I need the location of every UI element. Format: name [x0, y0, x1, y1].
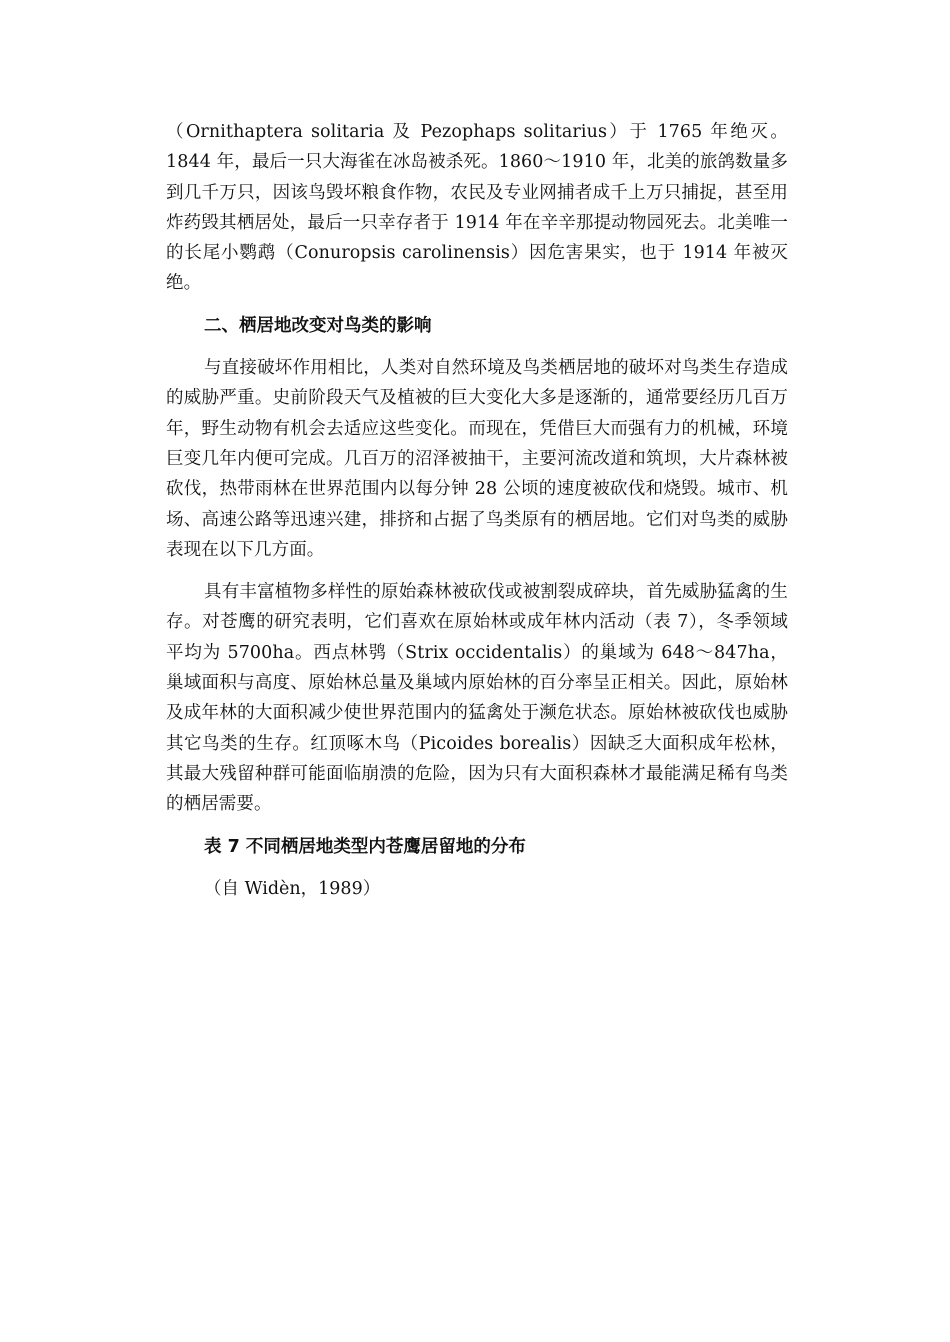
document-body [166, 117, 788, 904]
table-source: （自 Widèn，1989） [204, 878, 381, 899]
table-caption: 表 7 不同栖居地类型内苍鹰居留地的分布 [204, 836, 526, 857]
paragraph-habitat-destruction: 与直接破坏作用相比，人类对自然环境及鸟类栖居地的破坏对鸟类生存造成的威胁严重。史前阶段天气及植被的巨大变化大多是逐渐的，通常要经历几百万年，野生动物有机会去适应这些变化。而现在，凭借巨大而强有力的机械，环境巨变几年内便可完成。几百万的沼泽被抽干，主要河流改道和筑坝，大片森林被砍伐，热带雨林在世界范围内以每分钟 28 公顷的速度被砍伐和烧毁。城市、机场、高速公路等迅速兴建，排挤和占据了鸟类原有的栖居地。它们对鸟类的威胁表现在以下几方面。 [166, 358, 788, 560]
paragraph-extinction-history: （Ornithaptera solitaria 及 Pezophaps solitarius）于 1765 年绝灭。1844 年，最后一只大海雀在冰岛被杀死。1860～1910 年，北美的旅鸽数量多到几千万只，因该鸟毁坏粮食作物，农民及专业网捕者成千上万只捕捉，甚至用炸药毁其栖居处，最后一只幸存者于 1914 年在辛辛那提动物园死去。北美唯一的长尾小鹦鹉（Conuropsis carolinensis）因危害果实，也于 1914 年被灭绝。 [166, 122, 788, 294]
paragraph-primary-forest: 具有丰富植物多样性的原始森林被砍伐或被割裂成碎块，首先威胁猛禽的生存。对苍鹰的研究表明，它们喜欢在原始林或成年林内活动（表 7），冬季领域平均为 5700ha。西点林鸮（Strix occidentalis）的巢域为 648～847ha，巢域面积与高度、原始林总量及巢域内原始林的百分率呈正相关。因此，原始林及成年林的大面积减少使世界范围内的猛禽处于濒危状态。原始林被砍伐也威胁其它鸟类的生存。红顶啄木鸟（Picoides borealis）因缺乏大面积成年松林，其最大残留种群可能面临崩溃的危险，因为只有大面积森林才最能满足稀有鸟类的栖居需要。 [166, 582, 788, 815]
section-heading: 二、栖居地改变对鸟类的影响 [204, 315, 432, 336]
